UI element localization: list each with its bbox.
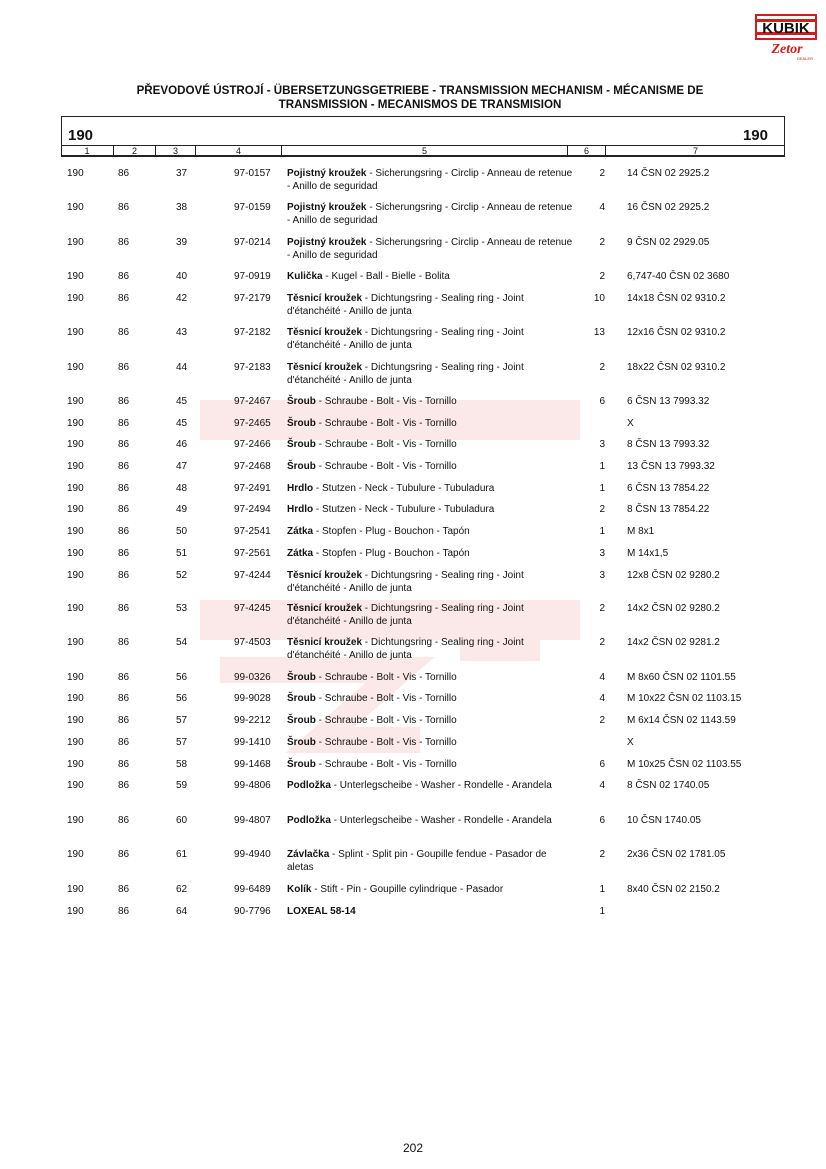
part-translations: - Unterlegscheibe - Washer - Rondelle - Arandela [330,815,552,826]
cell-subgroup: 86 [118,202,130,213]
cell-subgroup: 86 [118,327,130,338]
part-name: Těsnicí kroužek [287,637,363,648]
part-name: Podložka [287,780,331,791]
cell-group: 190 [67,362,84,373]
cell-quantity: 2 [599,362,605,373]
cell-quantity: 4 [599,672,605,683]
cell-specification: 2x36 ČSN 02 1781.05 [627,849,726,860]
cell-specification: M 10x25 ČSN 02 1103.55 [627,759,742,770]
cell-subgroup: 86 [118,504,130,515]
cell-quantity: 4 [599,693,605,704]
cell-quantity: 1 [599,884,605,895]
part-translations: - Schraube - Bolt - Vis - Tornillo [315,672,457,683]
logo-badge [755,14,817,40]
cell-specification: 14x2 ČSN 02 9280.2 [627,603,720,614]
part-translations: - Schraube - Bolt - Vis - Tornillo [315,759,457,770]
part-translations: - Dichtungsring - Sealing ring - Joint d'étanchéité - Anillo de junta [287,327,524,351]
cell-description [287,758,573,771]
cell-specification: 6 ČSN 13 7993.32 [627,396,710,407]
cell-specification: 8 ČSN 02 1740.05 [627,780,710,791]
part-translations: - Stift - Pin - Goupille cylindrique - Pasador [311,884,504,895]
cell-group: 190 [67,548,84,559]
part-translations: - Schraube - Bolt - Vis - Tornillo [315,737,457,748]
cell-quantity: 2 [599,849,605,860]
cell-group: 190 [67,759,84,770]
cell-specification: 16 ČSN 02 2925.2 [627,202,710,213]
part-name: Těsnicí kroužek [287,293,363,304]
cell-description [287,361,573,387]
part-name: Šroub [287,461,316,472]
cell-subgroup: 86 [118,362,130,373]
part-name: Šroub [287,396,316,407]
cell-description [287,636,573,662]
column-header: 4 [195,146,281,156]
cell-specification: M 8x1 [627,526,655,537]
cell-quantity: 2 [599,715,605,726]
title-line-2: TRANSMISSION - MECANISMOS DE TRANSMISION [278,98,562,111]
cell-group: 190 [67,906,84,917]
title-line-1: PŘEVODOVÉ ÚSTROJÍ - ÜBERSETZUNGSGETRIEBE - TRANSMISSION MECHANISM - MÉCANISME DE [136,84,704,97]
column-header: 6 [567,146,605,156]
cell-description [287,602,573,628]
logo-word: KUBIK [762,20,810,37]
cell-position: 45 [176,418,188,429]
cell-part-number: 99-4807 [234,815,271,826]
cell-description [287,692,573,705]
cell-group: 190 [67,637,84,648]
cell-position: 49 [176,504,188,515]
cell-subgroup: 86 [118,849,130,860]
section-number-left: 190 [68,127,94,144]
cell-description [287,525,573,538]
part-translations: - Stutzen - Neck - Tubulure - Tubuladura [313,483,495,494]
part-translations: - Sicherungsring - Circlip - Anneau de retenue - Anillo de seguridad [287,202,573,226]
part-translations: - Kugel - Ball - Bielle - Bolita [322,271,450,282]
cell-specification: 9 ČSN 02 2929.05 [627,237,710,248]
part-translations: - Unterlegscheibe - Washer - Rondelle - Arandela [330,780,552,791]
cell-part-number: 97-2466 [234,439,271,450]
cell-part-number: 97-2465 [234,418,271,429]
cell-specification: 14x2 ČSN 02 9281.2 [627,637,720,648]
cell-specification: 8x40 ČSN 02 2150.2 [627,884,720,895]
cell-position: 42 [176,293,188,304]
cell-position: 58 [176,759,188,770]
cell-subgroup: 86 [118,884,130,895]
cell-description [287,714,573,727]
cell-part-number: 97-0159 [234,202,271,213]
part-name: Šroub [287,715,316,726]
part-name: Šroub [287,418,316,429]
cell-group: 190 [67,327,84,338]
cell-position: 48 [176,483,188,494]
page-title [60,84,780,112]
section-number-right: 190 [742,127,768,144]
cell-part-number: 99-9028 [234,693,271,704]
cell-part-number: 97-2468 [234,461,271,472]
cell-group: 190 [67,168,84,179]
kubik-zetor-logo [755,14,817,60]
cell-position: 40 [176,271,188,282]
cell-group: 190 [67,884,84,895]
cell-part-number: 97-2183 [234,362,271,373]
cell-description [287,547,573,560]
part-name: Šroub [287,759,316,770]
part-name: Podložka [287,815,331,826]
cell-part-number: 97-2179 [234,293,271,304]
cell-specification: 13 ČSN 13 7993.32 [627,461,715,472]
cell-position: 38 [176,202,188,213]
cell-part-number: 97-4503 [234,637,271,648]
cell-position: 47 [176,461,188,472]
cell-position: 50 [176,526,188,537]
cell-quantity: 3 [599,439,605,450]
part-translations: - Schraube - Bolt - Vis - Tornillo [315,461,457,472]
cell-subgroup: 86 [118,271,130,282]
part-name: Zátka [287,548,314,559]
cell-part-number: 97-4245 [234,603,271,614]
cell-quantity: 2 [599,603,605,614]
cell-subgroup: 86 [118,526,130,537]
cell-position: 44 [176,362,188,373]
cell-part-number: 97-2182 [234,327,271,338]
cell-position: 39 [176,237,188,248]
cell-group: 190 [67,780,84,791]
cell-description [287,905,573,918]
cell-description [287,848,573,874]
column-header: 5 [281,146,567,156]
cell-subgroup: 86 [118,715,130,726]
cell-group: 190 [67,461,84,472]
cell-position: 45 [176,396,188,407]
cell-group: 190 [67,715,84,726]
column-header: 7 [605,146,785,156]
cell-description [287,417,573,430]
cell-specification: 12x16 ČSN 02 9310.2 [627,327,726,338]
cell-subgroup: 86 [118,780,130,791]
cell-quantity: 1 [599,526,605,537]
part-translations: - Dichtungsring - Sealing ring - Joint d'étanchéité - Anillo de junta [287,603,524,627]
cell-part-number: 99-6489 [234,884,271,895]
part-translations: - Sicherungsring - Circlip - Anneau de retenue - Anillo de seguridad [287,168,573,192]
cell-position: 43 [176,327,188,338]
cell-position: 51 [176,548,188,559]
column-header: 3 [155,146,195,156]
cell-specification: M 6x14 ČSN 02 1143.59 [627,715,736,726]
cell-subgroup: 86 [118,237,130,248]
cell-quantity: 1 [599,461,605,472]
logo-tiny: DEALER [797,56,814,61]
cell-part-number: 99-1410 [234,737,271,748]
part-translations: - Schraube - Bolt - Vis - Tornillo [315,715,457,726]
cell-position: 61 [176,849,188,860]
part-translations: - Dichtungsring - Sealing ring - Joint d'étanchéité - Anillo de junta [287,570,524,594]
cell-subgroup: 86 [118,396,130,407]
cell-group: 190 [67,202,84,213]
cell-description [287,236,573,262]
cell-part-number: 99-1468 [234,759,271,770]
part-translations: - Dichtungsring - Sealing ring - Joint d'étanchéité - Anillo de junta [287,293,524,317]
cell-position: 46 [176,439,188,450]
cell-specification: M 14x1,5 [627,548,669,559]
part-name: Šroub [287,672,316,683]
part-name: Kolík [287,884,312,895]
cell-group: 190 [67,396,84,407]
cell-specification: X [627,418,634,429]
part-name: Pojistný kroužek [287,237,367,248]
cell-subgroup: 86 [118,693,130,704]
cell-specification: M 8x60 ČSN 02 1101.55 [627,672,736,683]
cell-group: 190 [67,737,84,748]
cell-group: 190 [67,849,84,860]
part-translations: - Dichtungsring - Sealing ring - Joint d'étanchéité - Anillo de junta [287,362,524,386]
cell-quantity: 2 [599,504,605,515]
cell-description [287,883,573,896]
cell-specification: M 10x22 ČSN 02 1103.15 [627,693,742,704]
cell-description [287,292,573,318]
cell-specification: 12x8 ČSN 02 9280.2 [627,570,720,581]
cell-subgroup: 86 [118,759,130,770]
cell-group: 190 [67,693,84,704]
cell-description [287,736,573,749]
part-name: Šroub [287,737,316,748]
cell-position: 60 [176,815,188,826]
cell-subgroup: 86 [118,603,130,614]
column-header: 2 [113,146,155,156]
cell-position: 52 [176,570,188,581]
part-name: Šroub [287,439,316,450]
part-translations: - Stopfen - Plug - Bouchon - Tapón [313,548,470,559]
cell-group: 190 [67,483,84,494]
cell-subgroup: 86 [118,548,130,559]
cell-subgroup: 86 [118,439,130,450]
cell-position: 54 [176,637,188,648]
cell-group: 190 [67,418,84,429]
cell-quantity: 1 [599,906,605,917]
cell-part-number: 97-2561 [234,548,271,559]
part-name: Těsnicí kroužek [287,603,363,614]
part-name: Těsnicí kroužek [287,327,363,338]
cell-group: 190 [67,570,84,581]
part-name: Hrdlo [287,483,314,494]
cell-group: 190 [67,815,84,826]
column-header-row [61,145,785,157]
cell-position: 64 [176,906,188,917]
cell-quantity: 6 [599,396,605,407]
cell-position: 57 [176,715,188,726]
cell-subgroup: 86 [118,168,130,179]
cell-description [287,438,573,451]
cell-subgroup: 86 [118,672,130,683]
part-translations: - Splint - Split pin - Goupille fendue - Pasador de aletas [287,849,547,873]
cell-part-number: 97-0214 [234,237,271,248]
part-name: Pojistný kroužek [287,168,367,179]
part-translations: - Stopfen - Plug - Bouchon - Tapón [313,526,470,537]
cell-group: 190 [67,271,84,282]
part-name: Těsnicí kroužek [287,570,363,581]
cell-group: 190 [67,439,84,450]
part-translations: - Schraube - Bolt - Vis - Tornillo [315,396,457,407]
cell-part-number: 97-2467 [234,396,271,407]
cell-position: 57 [176,737,188,748]
cell-group: 190 [67,526,84,537]
part-translations: - Stutzen - Neck - Tubulure - Tubuladura [313,504,495,515]
cell-quantity: 4 [599,202,605,213]
cell-part-number: 90-7796 [234,906,271,917]
part-name: Závlačka [287,849,330,860]
cell-subgroup: 86 [118,815,130,826]
cell-part-number: 99-2212 [234,715,271,726]
part-translations: - Schraube - Bolt - Vis - Tornillo [315,439,457,450]
cell-part-number: 97-0919 [234,271,271,282]
cell-description [287,671,573,684]
cell-specification: 6,747-40 ČSN 02 3680 [627,271,730,282]
cell-specification: 8 ČSN 13 7993.32 [627,439,710,450]
cell-position: 56 [176,672,188,683]
page-number: 202 [402,1141,424,1155]
cell-subgroup: 86 [118,737,130,748]
cell-position: 62 [176,884,188,895]
cell-part-number: 97-2541 [234,526,271,537]
part-name: Zátka [287,526,314,537]
cell-specification: 10 ČSN 1740.05 [627,815,701,826]
cell-quantity: 6 [599,815,605,826]
cell-quantity: 6 [599,759,605,770]
part-name: Pojistný kroužek [287,202,367,213]
cell-description [287,326,573,352]
cell-specification: 14 ČSN 02 2925.2 [627,168,710,179]
part-translations: - Dichtungsring - Sealing ring - Joint d'étanchéité - Anillo de junta [287,637,524,661]
cell-group: 190 [67,603,84,614]
cell-quantity: 2 [599,168,605,179]
cell-description [287,569,573,595]
cell-subgroup: 86 [118,483,130,494]
cell-part-number: 97-0157 [234,168,271,179]
cell-position: 59 [176,780,188,791]
part-name: Hrdlo [287,504,314,515]
cell-subgroup: 86 [118,906,130,917]
cell-specification: 8 ČSN 13 7854.22 [627,504,710,515]
cell-specification: 14x18 ČSN 02 9310.2 [627,293,726,304]
cell-description [287,779,573,792]
cell-group: 190 [67,237,84,248]
cell-part-number: 99-4940 [234,849,271,860]
cell-position: 37 [176,168,188,179]
cell-specification: 18x22 ČSN 02 9310.2 [627,362,726,373]
cell-group: 190 [67,672,84,683]
cell-quantity: 4 [599,780,605,791]
part-translations: - Sicherungsring - Circlip - Anneau de retenue - Anillo de seguridad [287,237,573,261]
cell-subgroup: 86 [118,461,130,472]
part-translations: - Schraube - Bolt - Vis - Tornillo [315,693,457,704]
cell-quantity: 13 [593,327,605,338]
cell-description [287,814,573,827]
cell-quantity: 2 [599,637,605,648]
cell-subgroup: 86 [118,418,130,429]
part-name: Kulička [287,271,323,282]
cell-position: 53 [176,603,188,614]
cell-subgroup: 86 [118,293,130,304]
cell-part-number: 97-4244 [234,570,271,581]
cell-quantity: 2 [599,237,605,248]
column-header: 1 [84,146,90,156]
cell-quantity: 2 [599,271,605,282]
cell-description [287,395,573,408]
cell-specification: 6 ČSN 13 7854.22 [627,483,710,494]
cell-position: 56 [176,693,188,704]
logo-sub: Zetor [771,42,803,57]
cell-description [287,460,573,473]
part-name: LOXEAL 58-14 [287,906,356,917]
cell-subgroup: 86 [118,637,130,648]
cell-part-number: 97-2494 [234,504,271,515]
part-name: Šroub [287,693,316,704]
cell-part-number: 99-0326 [234,672,271,683]
cell-description [287,503,573,516]
part-name: Těsnicí kroužek [287,362,363,373]
cell-subgroup: 86 [118,570,130,581]
cell-group: 190 [67,293,84,304]
cell-description [287,482,573,495]
cell-quantity: 1 [599,483,605,494]
cell-description [287,201,573,227]
cell-part-number: 97-2491 [234,483,271,494]
cell-group: 190 [67,504,84,515]
cell-description [287,167,573,193]
cell-part-number: 99-4806 [234,780,271,791]
part-translations: - Schraube - Bolt - Vis - Tornillo [315,418,457,429]
cell-specification: X [627,737,634,748]
cell-quantity: 3 [599,548,605,559]
cell-quantity: 10 [593,293,605,304]
cell-quantity: 3 [599,570,605,581]
cell-description [287,270,573,283]
